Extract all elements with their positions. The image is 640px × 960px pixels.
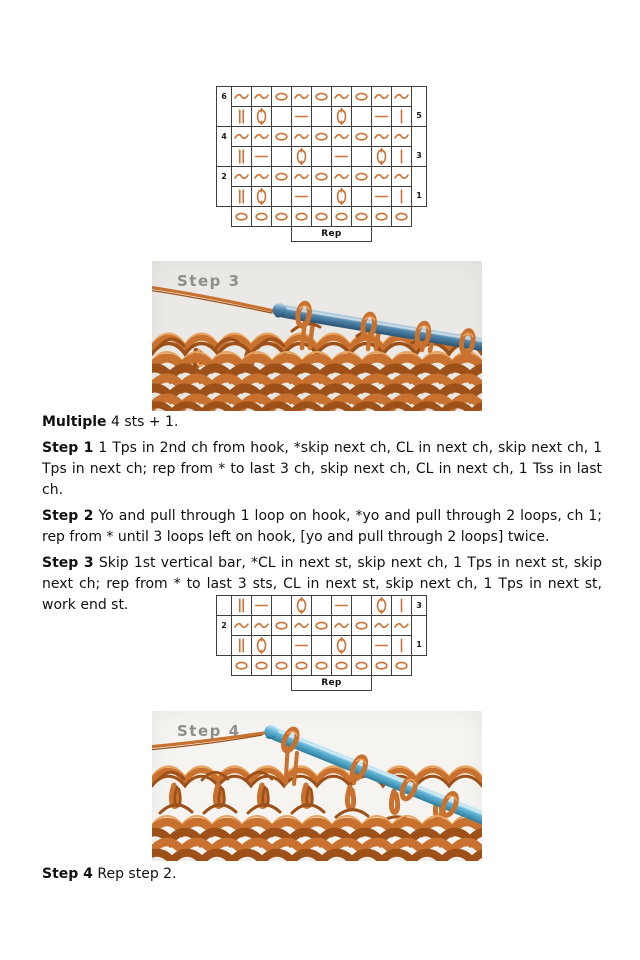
row-number-right: 3 xyxy=(411,126,427,167)
d-symbol xyxy=(292,187,311,206)
b2-symbol xyxy=(232,187,251,206)
o-symbol xyxy=(292,207,311,226)
instructions xyxy=(42,412,602,621)
w-symbol xyxy=(232,127,251,146)
foundation-cell xyxy=(271,206,292,227)
cl-symbol xyxy=(252,636,271,655)
d-symbol xyxy=(372,187,391,206)
chart-cell-d xyxy=(371,106,392,127)
o-symbol xyxy=(312,87,331,106)
w-symbol xyxy=(292,87,311,106)
chart-cell-w xyxy=(371,615,392,636)
photo-label: Step 4 xyxy=(177,722,241,740)
multiple-note xyxy=(42,412,602,433)
chart-cell-w xyxy=(291,615,312,636)
chart-cell-cl xyxy=(251,635,272,656)
foundation-cell xyxy=(231,655,252,676)
o-symbol xyxy=(272,207,291,226)
w-symbol xyxy=(232,87,251,106)
o-symbol xyxy=(312,167,331,186)
d-symbol xyxy=(332,147,351,166)
foundation-cell xyxy=(351,206,372,227)
d-symbol xyxy=(252,596,271,615)
step-1-body: 1 Tps in 2nd ch from hook, *skip next ch, CL in next ch, skip next ch, 1 Tps in next ch; rep from * to last 3 ch, skip next ch, CL in next ch, 1 Tss in last ch. xyxy=(42,440,603,498)
chart-cell-cl xyxy=(331,635,352,656)
d-symbol xyxy=(292,636,311,655)
chart-cell-empty xyxy=(271,595,292,616)
o-symbol xyxy=(232,656,251,675)
o-symbol xyxy=(352,127,371,146)
chart-cell-o xyxy=(271,126,292,147)
b1-symbol xyxy=(392,187,411,206)
chart-cell-empty xyxy=(351,146,372,167)
o-symbol xyxy=(392,207,411,226)
row-number-right: 5 xyxy=(411,86,427,127)
o-symbol xyxy=(272,656,291,675)
chart-cell-w xyxy=(251,166,272,187)
o-symbol xyxy=(232,207,251,226)
stitch-diagram-rows-1-3 xyxy=(216,595,427,692)
cl-symbol xyxy=(292,596,311,615)
o-symbol xyxy=(352,616,371,635)
chart-cell-o xyxy=(271,615,292,636)
w-symbol xyxy=(252,87,271,106)
row-number-right: 1 xyxy=(411,615,427,656)
o-symbol xyxy=(272,127,291,146)
step-1-label: Step 1 xyxy=(42,440,94,456)
chart-cell-w xyxy=(371,166,392,187)
chart-cell-w xyxy=(291,166,312,187)
o-symbol xyxy=(292,656,311,675)
o-symbol xyxy=(252,656,271,675)
w-symbol xyxy=(392,167,411,186)
chart-cell-cl xyxy=(251,186,272,207)
step-3-label: Step 3 xyxy=(42,555,94,571)
chart-cell-b1 xyxy=(391,595,412,616)
foundation-cell xyxy=(311,206,332,227)
chart-cell-cl xyxy=(251,106,272,127)
o-symbol xyxy=(352,207,371,226)
b2-symbol xyxy=(232,107,251,126)
b1-symbol xyxy=(392,636,411,655)
cl-symbol xyxy=(252,187,271,206)
d-symbol xyxy=(372,636,391,655)
row-number-left: 2 xyxy=(216,166,232,207)
w-symbol xyxy=(372,616,391,635)
chart-cell-empty xyxy=(311,635,332,656)
chart-cell-b1 xyxy=(391,635,412,656)
o-symbol xyxy=(312,127,331,146)
row-number-right: 3 xyxy=(411,595,427,616)
b2-symbol xyxy=(232,596,251,615)
repeat-bracket: Rep xyxy=(291,675,372,691)
o-symbol xyxy=(252,207,271,226)
w-symbol xyxy=(332,87,351,106)
cl-symbol xyxy=(332,636,351,655)
step-3-photo xyxy=(152,261,482,411)
chart-cell-cl xyxy=(291,595,312,616)
chart-cell-o xyxy=(271,166,292,187)
foundation-cell xyxy=(351,655,372,676)
step-2-body: Yo and pull through 1 loop on hook, *yo and pull through 2 loops, ch 1; rep from * until 3 loops left on hook, [yo and pull through 2 loops] twice. xyxy=(42,508,602,545)
chart-cell-d xyxy=(371,186,392,207)
step-3-body: Skip 1st vertical bar, *CL in next st, skip next ch, 1 Tps in next st, skip next ch; rep from * to last 3 sts, CL in next st, skip next ch, 1 Tps in next st, work end st. xyxy=(42,555,602,613)
foundation-cell xyxy=(391,655,412,676)
chart-cell-o xyxy=(311,126,332,147)
step-4-label: Step 4 xyxy=(42,866,93,882)
photo-label: Step 3 xyxy=(177,272,241,290)
chart-cell-empty xyxy=(271,106,292,127)
w-symbol xyxy=(232,616,251,635)
chart-cell-cl xyxy=(331,186,352,207)
o-symbol xyxy=(352,87,371,106)
d-symbol xyxy=(332,596,351,615)
chart-cell-w xyxy=(231,166,252,187)
chart-cell-empty xyxy=(351,635,372,656)
chart-cell-empty xyxy=(311,186,332,207)
step-4-photo xyxy=(152,711,482,861)
chart-cell-w xyxy=(291,126,312,147)
chart-cell-w xyxy=(251,615,272,636)
foundation-cell xyxy=(291,206,312,227)
chart-cell-cl xyxy=(331,106,352,127)
chart-cell-w xyxy=(291,86,312,107)
chart-cell-d xyxy=(291,635,312,656)
w-symbol xyxy=(332,127,351,146)
w-symbol xyxy=(392,87,411,106)
chart-cell-w xyxy=(371,86,392,107)
o-symbol xyxy=(392,656,411,675)
chart-cell-w xyxy=(371,126,392,147)
b1-symbol xyxy=(392,107,411,126)
w-symbol xyxy=(332,616,351,635)
step-2-label: Step 2 xyxy=(42,508,94,524)
repeat-bracket: Rep xyxy=(291,226,372,242)
chart-cell-empty xyxy=(351,106,372,127)
chart-cell-d xyxy=(251,595,272,616)
b2-symbol xyxy=(232,147,251,166)
o-symbol xyxy=(352,167,371,186)
row-number-left: 6 xyxy=(216,86,232,127)
foundation-cell xyxy=(331,206,352,227)
chart-cell-b2 xyxy=(231,635,252,656)
chart-cell-empty xyxy=(311,106,332,127)
cl-symbol xyxy=(332,107,351,126)
o-symbol xyxy=(272,87,291,106)
o-symbol xyxy=(312,207,331,226)
foundation-cell xyxy=(371,206,392,227)
o-symbol xyxy=(312,616,331,635)
foundation-cell xyxy=(251,206,272,227)
multiple-label: Multiple xyxy=(42,414,107,430)
chart-cell-d xyxy=(331,595,352,616)
foundation-cell xyxy=(391,206,412,227)
chart-cell-o xyxy=(271,86,292,107)
b1-symbol xyxy=(392,596,411,615)
chart-cell-w xyxy=(391,615,412,636)
chart-cell-w xyxy=(391,166,412,187)
chart-cell-w xyxy=(231,615,252,636)
b1-symbol xyxy=(392,147,411,166)
step-4-body: Rep step 2. xyxy=(97,866,177,882)
chart-cell-b1 xyxy=(391,146,412,167)
chart-cell-w xyxy=(251,86,272,107)
chart-cell-d xyxy=(291,186,312,207)
d-symbol xyxy=(372,107,391,126)
w-symbol xyxy=(252,127,271,146)
cl-symbol xyxy=(372,147,391,166)
o-symbol xyxy=(372,207,391,226)
cl-symbol xyxy=(332,187,351,206)
o-symbol xyxy=(272,616,291,635)
w-symbol xyxy=(392,127,411,146)
chart-cell-empty xyxy=(351,186,372,207)
chart-cell-w xyxy=(331,126,352,147)
chart-cell-w xyxy=(331,166,352,187)
chart-cell-o xyxy=(311,86,332,107)
chart-cell-b2 xyxy=(231,146,252,167)
cl-symbol xyxy=(252,107,271,126)
working-yarn-strand-shadow xyxy=(152,290,272,313)
w-symbol xyxy=(292,127,311,146)
cl-symbol xyxy=(372,596,391,615)
w-symbol xyxy=(332,167,351,186)
chart-cell-o xyxy=(351,615,372,636)
chart-cell-o xyxy=(351,86,372,107)
foundation-cell xyxy=(331,655,352,676)
step-1-text xyxy=(42,438,602,501)
chart-cell-d xyxy=(371,635,392,656)
row-number-right: 1 xyxy=(411,166,427,207)
chart-cell-b1 xyxy=(391,186,412,207)
working-yarn-strand xyxy=(152,287,274,311)
o-symbol xyxy=(372,656,391,675)
chart-cell-cl xyxy=(291,146,312,167)
chart-cell-empty xyxy=(271,186,292,207)
row-number-left xyxy=(216,595,232,616)
chart-cell-d xyxy=(291,106,312,127)
chart-cell-d xyxy=(331,146,352,167)
chart-cell-empty xyxy=(351,595,372,616)
w-symbol xyxy=(372,167,391,186)
multiple-text: 4 sts + 1. xyxy=(110,414,179,430)
foundation-cell xyxy=(231,206,252,227)
foundation-cell xyxy=(371,655,392,676)
chart-cell-b1 xyxy=(391,106,412,127)
chart-cell-w xyxy=(231,126,252,147)
chart-cell-empty xyxy=(311,146,332,167)
w-symbol xyxy=(372,127,391,146)
step-2-text xyxy=(42,506,602,548)
o-symbol xyxy=(352,656,371,675)
chart-cell-w xyxy=(391,86,412,107)
w-symbol xyxy=(392,616,411,635)
chart-cell-w xyxy=(331,615,352,636)
chart-cell-cl xyxy=(371,595,392,616)
foundation-cell xyxy=(271,655,292,676)
row-number-left: 4 xyxy=(216,126,232,167)
o-symbol xyxy=(332,207,351,226)
chart-cell-empty xyxy=(271,635,292,656)
chart-cell-o xyxy=(351,166,372,187)
foundation-cell xyxy=(251,655,272,676)
d-symbol xyxy=(252,147,271,166)
chart-cell-w xyxy=(331,86,352,107)
step-4-text xyxy=(42,864,602,885)
chart-cell-cl xyxy=(371,146,392,167)
chart-cell-w xyxy=(251,126,272,147)
foundation-cell xyxy=(311,655,332,676)
d-symbol xyxy=(292,107,311,126)
chart-cell-empty xyxy=(311,595,332,616)
w-symbol xyxy=(252,167,271,186)
chart-cell-d xyxy=(251,146,272,167)
chart-cell-b2 xyxy=(231,106,252,127)
w-symbol xyxy=(232,167,251,186)
cl-symbol xyxy=(292,147,311,166)
chart-cell-w xyxy=(231,86,252,107)
w-symbol xyxy=(292,167,311,186)
chart-cell-w xyxy=(391,126,412,147)
o-symbol xyxy=(332,656,351,675)
b2-symbol xyxy=(232,636,251,655)
chart-cell-empty xyxy=(271,146,292,167)
w-symbol xyxy=(252,616,271,635)
o-symbol xyxy=(272,167,291,186)
foundation-cell xyxy=(291,655,312,676)
row-number-left: 2 xyxy=(216,615,232,656)
chart-cell-o xyxy=(311,615,332,636)
stitch-diagram-rows-1-6 xyxy=(216,86,427,243)
chart-cell-o xyxy=(351,126,372,147)
w-symbol xyxy=(372,87,391,106)
o-symbol xyxy=(312,656,331,675)
chart-cell-b2 xyxy=(231,186,252,207)
chart-cell-o xyxy=(311,166,332,187)
w-symbol xyxy=(292,616,311,635)
chart-cell-b2 xyxy=(231,595,252,616)
